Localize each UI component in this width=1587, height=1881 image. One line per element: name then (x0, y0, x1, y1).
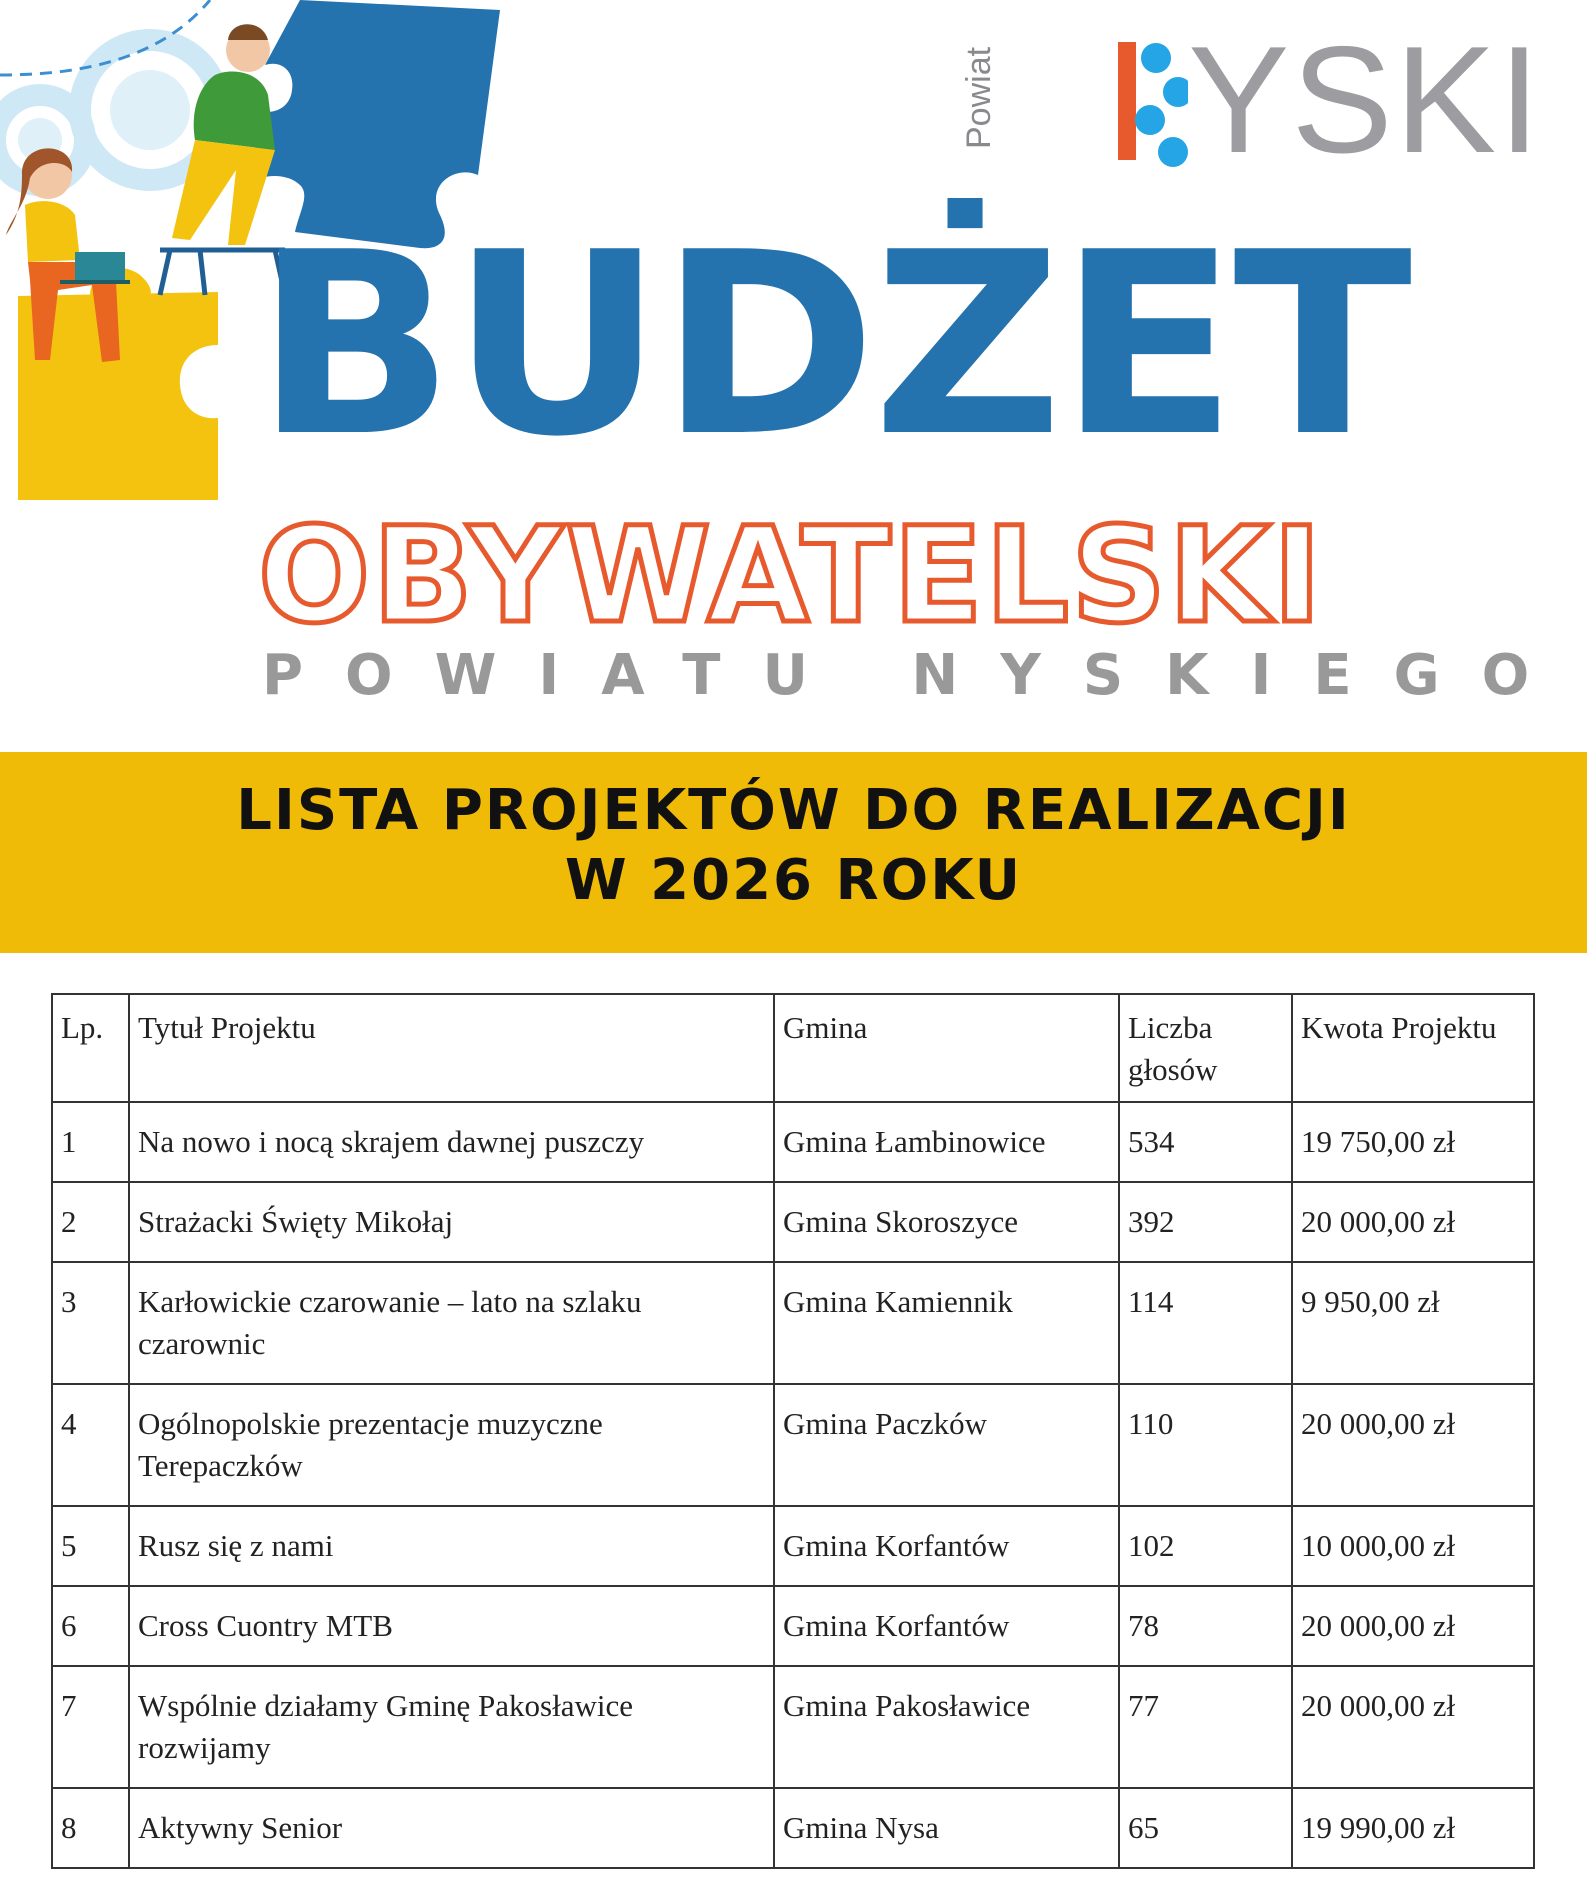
list-banner (0, 752, 1587, 953)
cell-gmina: Gmina Kamiennik (774, 1262, 1119, 1384)
cell-votes: 392 (1119, 1182, 1292, 1262)
cell-title: Cross Cuontry MTB (129, 1586, 774, 1666)
cell-lp: 8 (52, 1788, 129, 1868)
cell-lp: 4 (52, 1384, 129, 1506)
cell-title: Rusz się z nami (129, 1506, 774, 1586)
header-votes: Liczba głosów (1119, 994, 1292, 1102)
table-row (52, 1384, 1534, 1506)
projects-table (51, 993, 1535, 1869)
cell-gmina: Gmina Skoroszyce (774, 1182, 1119, 1262)
cell-votes: 110 (1119, 1384, 1292, 1506)
cell-gmina: Gmina Paczków (774, 1384, 1119, 1506)
title-budzet: BUDŻET (255, 199, 1409, 492)
cell-amount: 20 000,00 zł (1292, 1384, 1534, 1506)
cell-lp: 6 (52, 1586, 129, 1666)
powiat-nyski-logo (960, 15, 1543, 185)
cell-amount: 19 990,00 zł (1292, 1788, 1534, 1868)
cell-gmina: Gmina Korfantów (774, 1506, 1119, 1586)
header-lp: Lp. (52, 994, 129, 1102)
cell-amount: 19 750,00 zł (1292, 1102, 1534, 1182)
cell-gmina: Gmina Pakosławice (774, 1666, 1119, 1788)
logo-powiat-text: Powiat (960, 46, 998, 149)
cell-lp: 1 (52, 1102, 129, 1182)
cell-title: Strażacki Święty Mikołaj (129, 1182, 774, 1262)
cell-votes: 102 (1119, 1506, 1292, 1586)
banner-line-2: W 2026 ROKU (564, 848, 1023, 913)
cell-lp: 7 (52, 1666, 129, 1788)
logo-n-mark-icon (1038, 40, 1188, 190)
header-amount: Kwota Projektu (1292, 994, 1534, 1102)
cell-votes: 114 (1119, 1262, 1292, 1384)
cell-title: Na nowo i nocą skrajem dawnej puszczy (129, 1102, 774, 1182)
cell-lp: 3 (52, 1262, 129, 1384)
header-gmina: Gmina (774, 994, 1119, 1102)
table-row (52, 1506, 1534, 1586)
cell-title: Ogólnopolskie prezentacje muzyczne Terepaczków (129, 1384, 774, 1506)
cell-lp: 5 (52, 1506, 129, 1586)
cell-amount: 9 950,00 zł (1292, 1262, 1534, 1384)
cell-title: Aktywny Senior (129, 1788, 774, 1868)
header-title: Tytuł Projektu (129, 994, 774, 1102)
cell-title: Karłowickie czarowanie – lato na szlaku czarownic (129, 1262, 774, 1384)
cell-amount: 10 000,00 zł (1292, 1506, 1534, 1586)
table-header-row (52, 994, 1534, 1102)
table-row (52, 1182, 1534, 1262)
table-row (52, 1586, 1534, 1666)
cell-amount: 20 000,00 zł (1292, 1586, 1534, 1666)
table-row (52, 1666, 1534, 1788)
cell-gmina: Gmina Nysa (774, 1788, 1119, 1868)
table-row (52, 1262, 1534, 1384)
cell-amount: 20 000,00 zł (1292, 1182, 1534, 1262)
title-obywatelski: OBYWATELSKI (258, 499, 1324, 653)
table-row (52, 1788, 1534, 1868)
cell-title: Wspólnie działamy Gminę Pakosławice rozwijamy (129, 1666, 774, 1788)
banner-line-1: LISTA PROJEKTÓW DO REALIZACJI (236, 778, 1351, 843)
cell-votes: 78 (1119, 1586, 1292, 1666)
cell-amount: 20 000,00 zł (1292, 1666, 1534, 1788)
cell-votes: 65 (1119, 1788, 1292, 1868)
cell-gmina: Gmina Łambinowice (774, 1102, 1119, 1182)
table-row (52, 1102, 1534, 1182)
title-powiatu-nyskiego: POWIATU NYSKIEGO (262, 643, 1572, 708)
cell-votes: 77 (1119, 1666, 1292, 1788)
logo-word: YSKI (1188, 15, 1543, 185)
cell-lp: 2 (52, 1182, 129, 1262)
cell-votes: 534 (1119, 1102, 1292, 1182)
cell-gmina: Gmina Korfantów (774, 1586, 1119, 1666)
